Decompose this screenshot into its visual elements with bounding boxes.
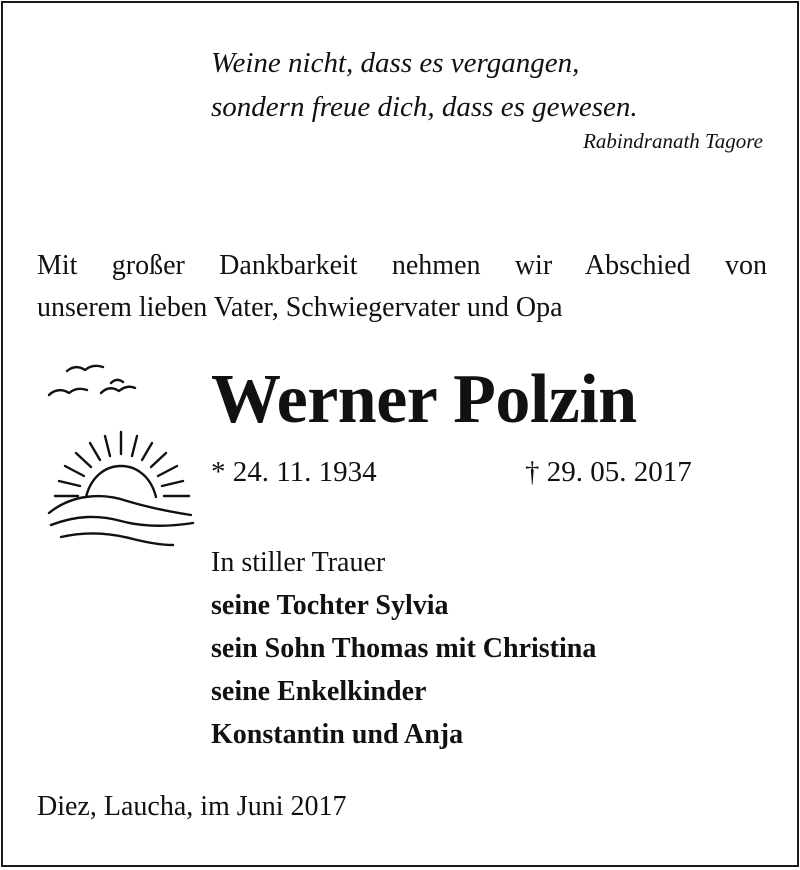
birth-date: * 24. 11. 1934 <box>211 456 377 488</box>
intro-text <box>37 245 767 329</box>
mourner-line: seine Tochter Sylvia <box>211 590 449 621</box>
quote-author: Rabindranath Tagore <box>583 129 763 153</box>
sunset-birds-icon <box>41 355 201 547</box>
death-date: † 29. 05. 2017 <box>525 456 692 488</box>
obituary-notice <box>1 1 799 867</box>
place-date: Diez, Laucha, im Juni 2017 <box>37 791 347 822</box>
mourners-block <box>211 541 596 756</box>
intro-line: Mit großer Dankbarkeit nehmen wir Abschied von <box>37 250 767 281</box>
intro-line: unserem lieben Vater, Schwiegervater und Opa <box>37 292 563 323</box>
mourning-intro: In stiller Trauer <box>211 547 386 578</box>
quote-line: sondern freue dich, dass es gewesen. <box>211 91 638 123</box>
deceased-name: Werner Polzin <box>211 361 637 438</box>
mourner-line: Konstantin und Anja <box>211 719 464 750</box>
mourner-line: seine Enkelkinder <box>211 676 427 707</box>
mourner-line: sein Sohn Thomas mit Christina <box>211 633 597 664</box>
quote <box>211 41 638 129</box>
quote-line: Weine nicht, dass es vergangen, <box>211 47 580 79</box>
